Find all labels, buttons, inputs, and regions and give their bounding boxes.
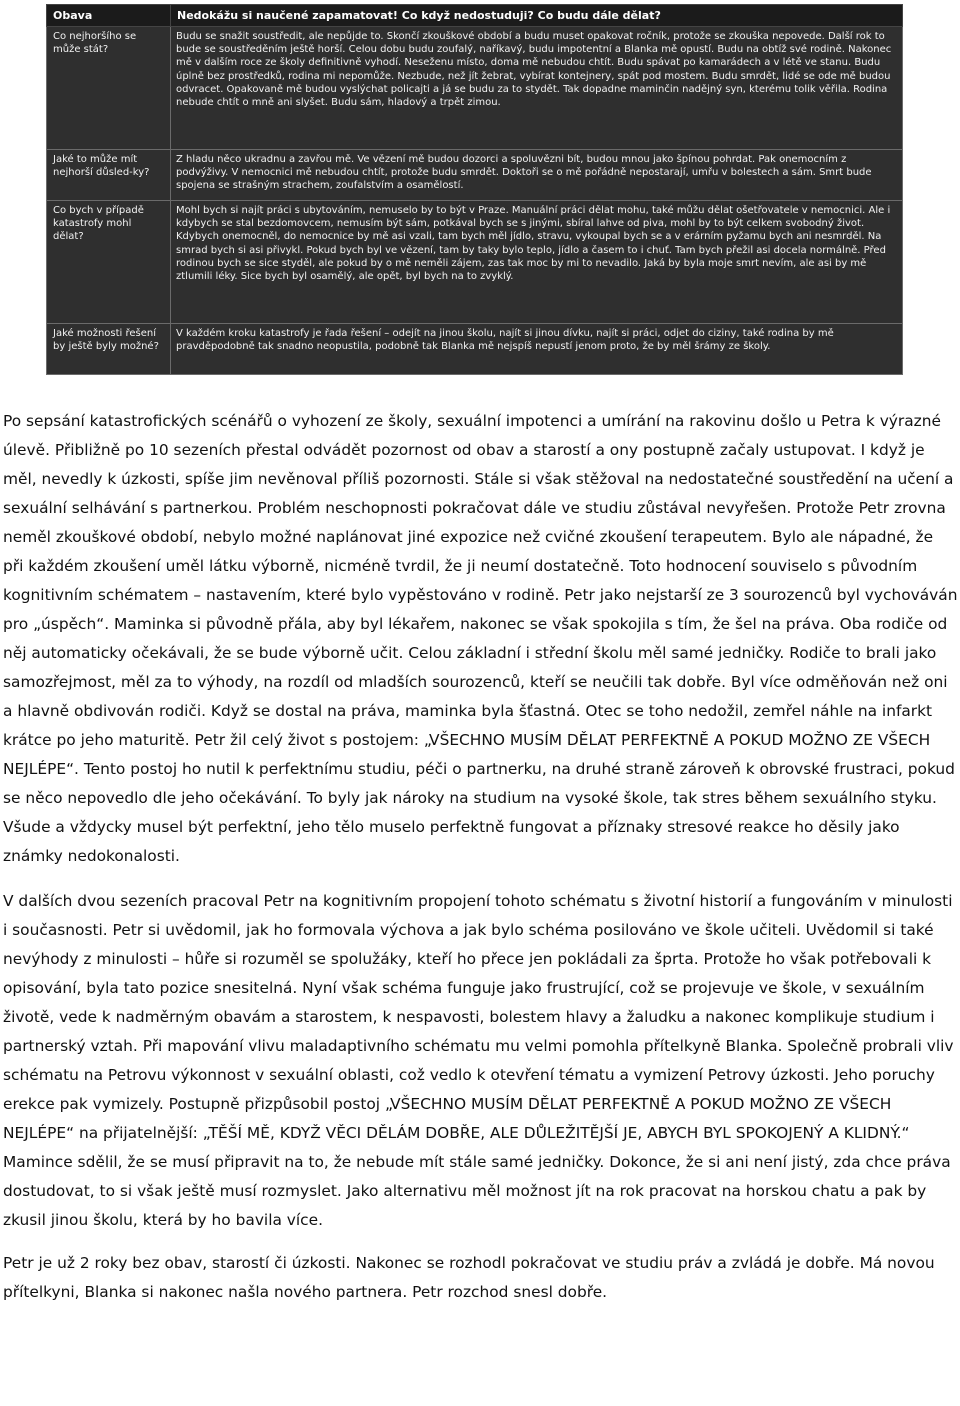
- header-fear-statement: Nedokážu si naučené zapamatovat! Co když nedostuduji? Co budu dále dělat?: [171, 5, 903, 27]
- header-fear: Obava: [47, 5, 171, 27]
- row-answer: Budu se snažit soustředit, ale nepůjde to. Skončí zkouškové období a budu muset opakovat ročník, protože se zkouška nepovede. Další rok to bude se soustředěním ještě horší. Celou dobu budu zoufalý, naříkavý, budu impotentní a Blanka mě opustí. Budu na obtíž své rodině. Nakonec mě v dalším roce ze školy definitivně vyhodí. Neseženu místo, doma mě nebudou chtít. Budu spávat po kamarádech a v létě ve stanu. Budu úplně bez prostředků, rodina mi nepomůže. Nezbude, než jít žebrat, vybírat kontejnery, spát pod mostem. Budu smrdět, lidé se ode mě budou odvracet. Opakovaně mě budou vyslýchat policajti a já se budu za to stydět. Tak dopadne maminčin nadějný syn, kterému tolik věřila. Rodina nebude chtít o mně ani slyšet. Budu sám, hladový a trpět zimou.: [171, 27, 903, 150]
- table-row: [47, 201, 903, 324]
- row-question: Co bych v případě katastrofy mohl dělat?: [47, 201, 171, 324]
- row-answer: V každém kroku katastrofy je řada řešení – odejít na jinou školu, najít si jinou dívku, najít si práci, odjet do ciziny, také rodina by mě pravděpodobně tak snadno neopustila, podobně tak Blanka mě nejspíš nepustí jenom proto, že by měl šrámy ze školy.: [171, 324, 903, 375]
- table-row: [47, 150, 903, 201]
- paragraph-cognitive-work: V dalších dvou sezeních pracoval Petr na kognitivním propojení tohoto schématu s životní historií a fungováním v minulosti i současnosti. Petr si uvědomil, jak ho formovala výchova a jak bylo schéma posilováno ve škole učiteli. Uvědomil si také nevýhody z minulosti – hůře si rozuměl se spolužáky, kteří ho přece jen pokládali za šprta. Protože ho však potřebovali k opisování, byla tato pozice snesitelná. Nyní však schéma funguje jako frustrující, což se projevuje ve škole, v sexuálním životě, vede k nadměrným obavám a starostem, k nespavosti, bolestem hlavy a žaludku a nakonec komplikuje studium i partnerský vztah. Při mapování vlivu maladaptivního schématu mu velmi pomohla přítelkyně Blanka. Společně probrali vliv schématu na Petrovu výkonnost v sexuální oblasti, což vedlo k otevření tématu a vymizení Petrovy úzkosti. Jeho poruchy erekce pak vymizely. Postupně přizpůsobil postoj „VŠECHNO MUSÍM DĚLAT PERFEKTNĚ A POKUD MOŽNO ZE VŠECH NEJLÉPE“ na přijatelnější: „TĚŠÍ MĚ, KDYŽ VĚCI DĚLÁM DOBŘE, ALE DŮLEŽITĚJŠÍ JE, ABYCH BYL SPOKOJENÝ A KLIDNÝ.“ Mamince sdělil, že se musí připravit na to, že nebude mít stále samé jedničky. Dokonce, že si ani není jistý, zda chce práva dostudovat, to si však ještě musí rozmyslet. Jako alternativu měl možnost jít na rok pracovat na horskou chatu a pak by zkusil jinou školu, která by ho bavila více.: [3, 892, 954, 1229]
- table-header-row: [47, 5, 903, 27]
- scenario-table-wrapper: [46, 4, 902, 375]
- row-answer: Z hladu něco ukradnu a zavřou mě. Ve vězení mě budou dozorci a spoluvězni bít, budou mnou jako špínou pohrdat. Pak onemocním z podvýživy. V nemocnici mě nebudou chtít, protože budu smrdět. Doktoři se o mě pořádně nepostarají, umřu v bolestech a sám. Smrt bude spojena se strašným strachem, zoufalstvím a osamělostí.: [171, 150, 903, 201]
- row-question: Jaké to může mít nejhorší důsled-ky?: [47, 150, 171, 201]
- row-answer: Mohl bych si najít práci s ubytováním, nemuselo by to být v Praze. Manuální práci dělat mohu, také můžu dělat ošetřovatele v nemocnici. Ale i kdybych se stal bezdomovcem, nemusím být sám, potkával bych se s jinými, sbíral lahve od piva, mohl by to být celkem svobodný život. Kdybych onemocněl, do nemocnice by mě asi vzali, tam bych měl jídlo, stravu, vykoupal bych se a v erárním pyžamu bych ani nesmrděl. Na smrad bych si asi přivykl. Pokud bych byl ve vězení, tam by taky bylo teplo, jídlo a časem to i chuť. Tam bych přežil asi docela normálně. Před rodinou bych se sice styděl, ale pokud by o mě neměli zájem, zas tak moc by mi to nevadilo. Jaká by byla moje smrt nevím, ale asi by mě ztlumili léky. Sice bych byl osamělý, ale opět, byl bych na to zvyklý.: [171, 201, 903, 324]
- paragraph-relief-and-schema: Po sepsání katastrofických scénářů o vyhození ze školy, sexuální impotenci a umírání na rakovinu došlo u Petra k výrazné úlevě. Přibližně po 10 sezeních přestal odvádět pozornost od obav a starostí a ony postupně začaly ustupovat. I když je měl, nevedly k úzkosti, spíše jim nevěnoval příliš pozornosti. Stále si však stěžoval na nedostatečné soustředění na učení a sexuální selhávání s partnerkou. Problém neschopnosti pokračovat dále ve studiu zůstával nevyřešen. Protože Petr zrovna neměl zkouškové období, nebylo možné naplánovat jiné expozice než cvičné zkoušení terapeutem. Bylo ale nápadné, že při každém zkoušení uměl látku výborně, nicméně tvrdil, že ji neumí dostatečně. Toto hodnocení souviselo s původním kognitivním schématem – nastavením, které bylo vypěstováno v rodině. Petr jako nejstarší ze 3 sourozenců byl vychováván pro „úspěch“. Maminka si původně přála, aby byl lékařem, nakonec se však spokojila s tím, že šel na práva. Oba rodiče od něj automaticky očekávali, že se bude výborně učit. Celou základní i střední školu měl samé jedničky. Rodiče to brali jako samozřejmost, měl za to výhody, na rozdíl od mladších sourozenců, kteří se neučili tak dobře. Byl více odměňován než oni a hlavně obdivován rodiči. Když se dostal na práva, maminka byla šťastná. Otec se toho nedožil, zemřel náhle na infarkt krátce po jeho maturitě. Petr žil celý život s postojem: „VŠECHNO MUSÍM DĚLAT PERFEKTNĚ A POKUD MOŽNO ZE VŠECH NEJLÉPE“. Tento postoj ho nutil k perfektnímu studiu, péči o partnerku, na druhé straně zároveň k obrovské frustraci, pokud se něco nepovedlo dle jeho očekávání. To byly jak nároky na studium na vysoké škole, tak stres během sexuálního styku. Všude a vždycky musel být perfektní, jeho tělo muselo perfektně fungovat a příznaky stresové reakce ho děsily jako známky nedokonalosti.: [3, 412, 958, 865]
- row-question: Jaké možnosti řešení by ještě byly možné?: [47, 324, 171, 375]
- row-question: Co nejhoršího se může stát?: [47, 27, 171, 150]
- body-text: [3, 407, 958, 1321]
- scenario-table: [46, 4, 903, 375]
- table-row: [47, 324, 903, 375]
- paragraph-outcome: Petr je už 2 roky bez obav, starostí či úzkosti. Nakonec se rozhodl pokračovat ve studiu práv a zvládá je dobře. Má novou přítelkyni, Blanka si nakonec našla nového partnera. Petr rozchod snesl dobře.: [3, 1254, 935, 1301]
- table-row: [47, 27, 903, 150]
